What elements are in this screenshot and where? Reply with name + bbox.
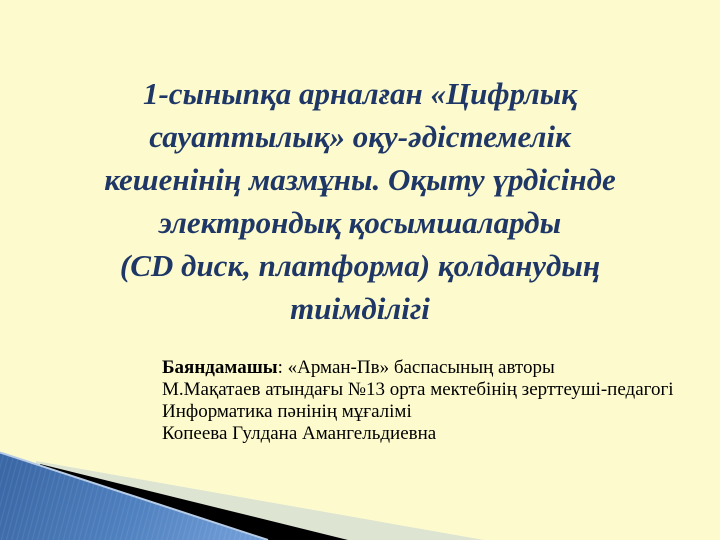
slide-title	[40, 72, 680, 330]
presenter-block	[162, 357, 710, 445]
edge-highlight-line	[0, 453, 268, 540]
presenter-line-school: М.Мақатаев атындағы №13 орта мектебінің зерттеуші-педагогі	[162, 379, 674, 400]
title-line: электрондық қосымшаларды	[158, 205, 562, 240]
presenter-line-speaker	[162, 357, 710, 379]
speaker-rest: : «Арман-Пв» баспасының авторы	[277, 357, 555, 378]
title-line: (CD диск, платформа) қолданудың	[119, 248, 601, 283]
blue-wedge-stripes	[0, 452, 268, 540]
title-line: 1-сыныпқа арналған «Цифрлық	[142, 76, 578, 111]
presenter-line-name: Копеева Гулдана Амангельдиевна	[162, 423, 437, 444]
title-line: кешенінің мазмұны. Оқыту үрдісінде	[104, 162, 616, 197]
presenter-line-subject: Информатика пәнінің мұғалімі	[162, 401, 412, 422]
title-line: тиімділігі	[290, 291, 430, 326]
blue-wedge-shape	[0, 452, 268, 540]
pale-band-shape	[36, 461, 484, 540]
speaker-label: Баяндамашы	[162, 357, 278, 378]
black-band-shape	[40, 464, 348, 540]
title-line: сауаттылық» оқу-әдістемелік	[149, 119, 571, 154]
